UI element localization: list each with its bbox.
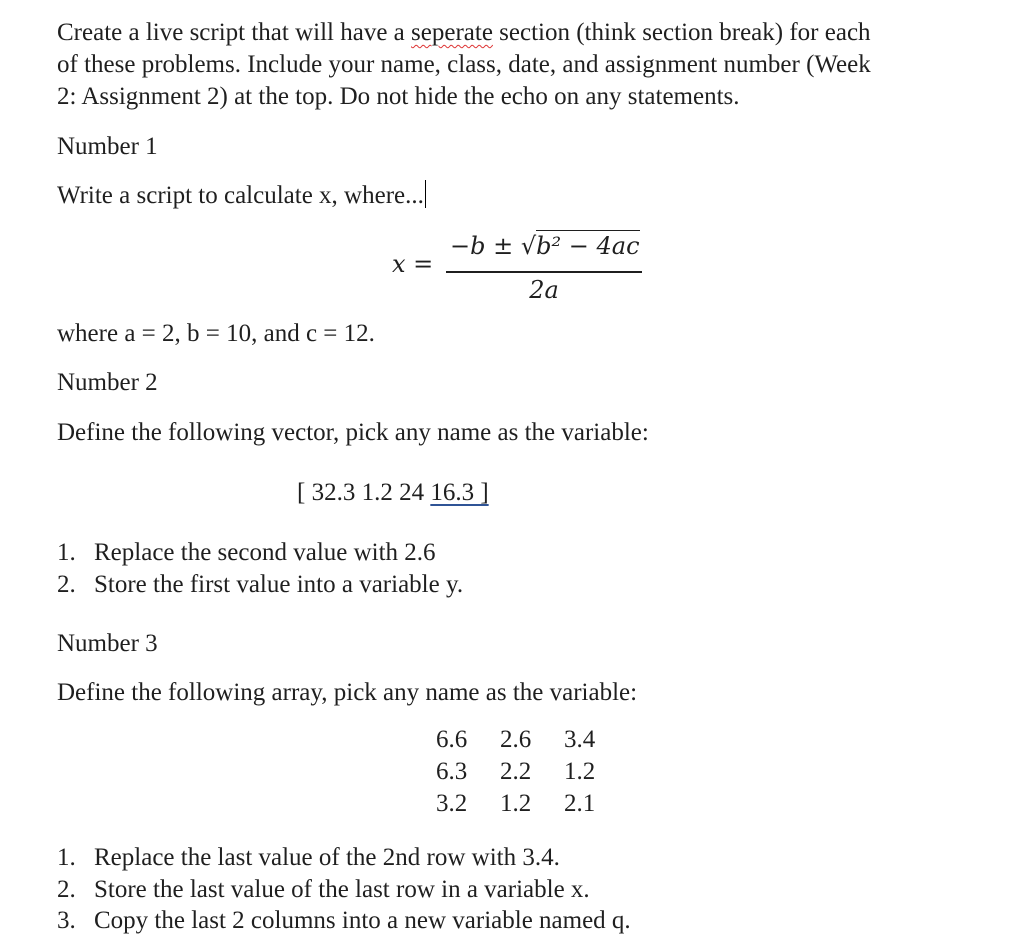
list-item bbox=[57, 874, 631, 906]
intro-text-start: Create a live script that will have a bbox=[57, 19, 412, 46]
list-number: 2. bbox=[57, 875, 76, 903]
list-item bbox=[57, 905, 631, 937]
matrix-cell: 1.2 bbox=[564, 758, 596, 785]
intro-line-2: of these problems. Include your name, class, date, and assignment number (Week bbox=[57, 51, 871, 78]
misspelled-word[interactable]: seperate bbox=[411, 19, 493, 46]
list-text: Store the first value into a variable y. bbox=[94, 570, 464, 598]
number-2-task-list bbox=[57, 537, 463, 600]
number-2-prompt: Define the following vector, pick any name as the variable: bbox=[57, 419, 649, 446]
matrix-row bbox=[436, 788, 628, 820]
number-3-heading: Number 3 bbox=[57, 630, 158, 657]
vector-definition bbox=[297, 477, 489, 509]
list-number: 1. bbox=[57, 844, 76, 871]
sqrt-symbol: √ bbox=[520, 232, 537, 260]
list-number: 3. bbox=[57, 907, 76, 934]
matrix-row bbox=[436, 724, 628, 756]
matrix-cell: 6.6 bbox=[436, 726, 468, 753]
list-item bbox=[57, 842, 631, 874]
matrix-cell: 2.6 bbox=[500, 726, 532, 753]
fraction-bar bbox=[446, 271, 642, 273]
equation-lhs: x = bbox=[392, 250, 434, 278]
list-item bbox=[57, 569, 463, 601]
list-text: Store the last value of the last row in a variable x. bbox=[94, 875, 590, 903]
number-3-prompt: Define the following array, pick any name as the variable: bbox=[57, 679, 638, 706]
radicand: b² − 4ac bbox=[536, 232, 640, 260]
number-3-task-list bbox=[57, 842, 631, 937]
matrix-cell: 2.2 bbox=[500, 758, 532, 785]
vector-underlined-values: 16.3 ] bbox=[430, 479, 489, 506]
equation-denominator: 2a bbox=[529, 276, 559, 304]
number-1-prompt-text: Write a script to calculate x, where... bbox=[57, 182, 424, 209]
number-1-heading: Number 1 bbox=[57, 133, 158, 160]
list-text: Replace the second value with 2.6 bbox=[94, 539, 436, 566]
number-1-prompt bbox=[57, 180, 426, 212]
array-matrix bbox=[436, 724, 628, 820]
list-item bbox=[57, 537, 463, 569]
matrix-cell: 2.1 bbox=[564, 790, 596, 817]
matrix-cell: 3.2 bbox=[436, 790, 468, 817]
list-number: 2. bbox=[57, 570, 76, 598]
matrix-cell: 1.2 bbox=[500, 790, 532, 817]
matrix-cell: 3.4 bbox=[564, 726, 596, 753]
intro-paragraph bbox=[57, 17, 871, 113]
number-1-where: where a = 2, b = 10, and c = 12. bbox=[57, 320, 375, 347]
equation-numerator bbox=[450, 232, 640, 260]
numerator-prefix: −b ± bbox=[450, 232, 521, 260]
matrix-cell: 6.3 bbox=[436, 758, 468, 785]
list-text: Replace the last value of the 2nd row with 3.4. bbox=[94, 844, 560, 871]
intro-text-end: section (think section break) for each bbox=[492, 19, 871, 46]
list-number: 1. bbox=[57, 539, 76, 566]
matrix-row bbox=[436, 756, 628, 788]
vector-values: [ 32.3 1.2 24 bbox=[297, 479, 431, 506]
number-2-heading: Number 2 bbox=[57, 369, 158, 396]
text-cursor bbox=[425, 180, 426, 208]
list-text: Copy the last 2 columns into a new variable named q. bbox=[94, 907, 631, 934]
intro-line-3: 2: Assignment 2) at the top. Do not hide the echo on any statements. bbox=[57, 83, 740, 110]
